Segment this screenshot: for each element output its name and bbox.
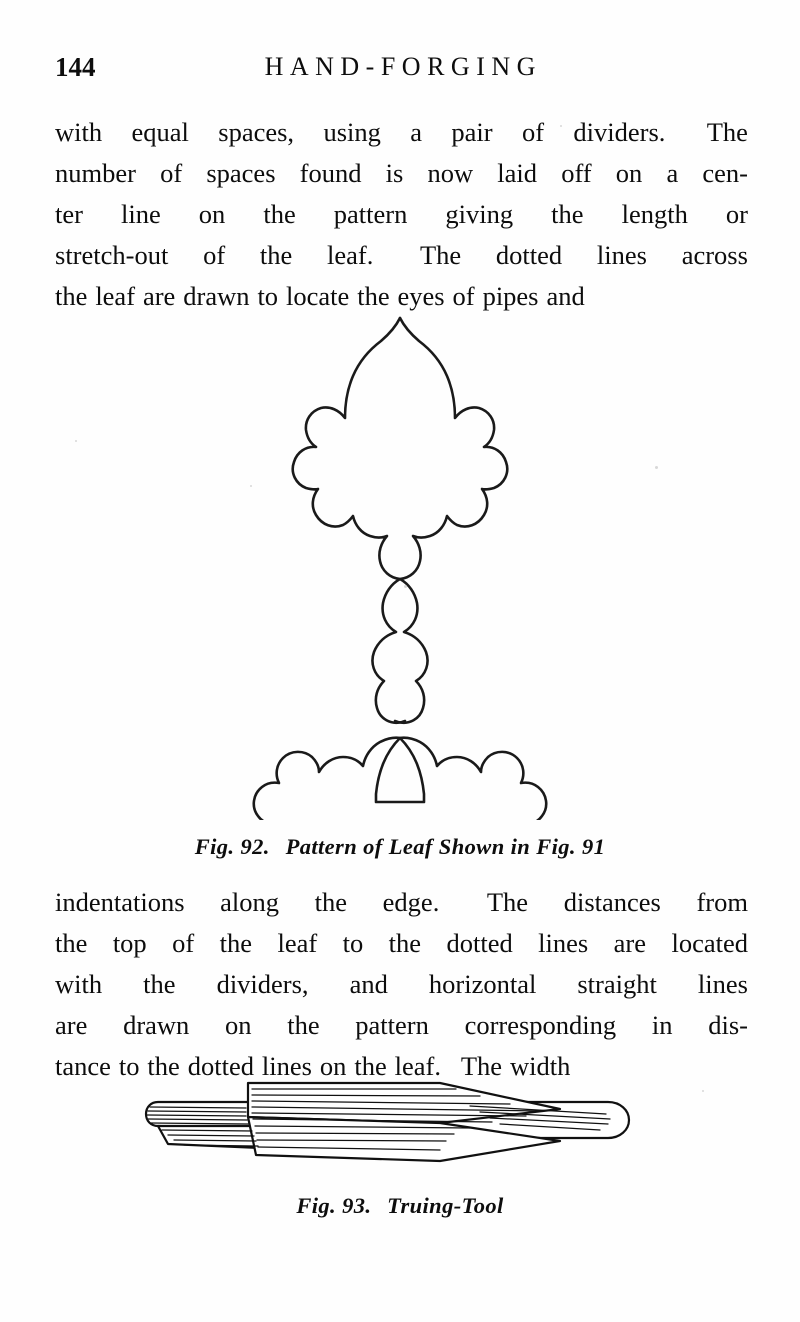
word: dividers. (573, 117, 666, 147)
word: in (651, 1010, 673, 1040)
figure-93-caption (0, 1193, 800, 1219)
word: The (419, 240, 462, 270)
word: located (671, 928, 748, 958)
leaf-pattern-outline-icon (190, 305, 610, 820)
word: of (521, 117, 545, 147)
word: the (357, 281, 390, 311)
word: and (546, 281, 585, 311)
word: The (460, 1051, 503, 1081)
word: drawn (123, 1010, 190, 1040)
word: lines (261, 1051, 312, 1081)
word: the (388, 928, 422, 958)
word: on (615, 158, 643, 188)
word: equal (131, 117, 189, 147)
word: pattern (333, 199, 408, 229)
figure-93-title: Truing-Tool (387, 1193, 504, 1218)
word: lines (697, 969, 748, 999)
word: spaces, (218, 117, 295, 147)
word: a (410, 117, 423, 147)
figure-92-number: Fig. 92. (194, 834, 270, 859)
word: on (319, 1051, 347, 1081)
body-paragraph-2 (55, 882, 748, 1087)
word: are (142, 281, 176, 311)
word: dotted (495, 240, 563, 270)
word: and (349, 969, 388, 999)
word: the (354, 1051, 387, 1081)
word: found (299, 158, 362, 188)
word: indentations (55, 887, 185, 917)
word: number (55, 158, 136, 188)
text-line (55, 235, 748, 276)
figure-93 (0, 1062, 800, 1219)
word: pattern (355, 1010, 429, 1040)
word: lines (538, 928, 589, 958)
word: to (342, 928, 364, 958)
word: now (427, 158, 474, 188)
body-paragraph-1 (55, 112, 748, 317)
word: cen- (702, 158, 748, 188)
word: the (219, 928, 253, 958)
word: line (121, 199, 161, 229)
word: giving (445, 199, 514, 229)
word: ter (55, 199, 83, 229)
word: the (55, 928, 88, 958)
word: of (203, 240, 226, 270)
word: the (259, 240, 293, 270)
word: edge. (382, 887, 440, 917)
word: the (143, 969, 176, 999)
figure-93-number: Fig. 93. (296, 1193, 372, 1218)
word: dotted (187, 1051, 254, 1081)
word: spaces (206, 158, 276, 188)
word: on (198, 199, 226, 229)
word: corresponding (464, 1010, 617, 1040)
word: drawn (183, 281, 250, 311)
word: horizontal (428, 969, 537, 999)
word: from (696, 887, 748, 917)
word: the (314, 887, 348, 917)
text-line (55, 153, 748, 194)
word: The (486, 887, 529, 917)
word: with (55, 969, 103, 999)
word: across (681, 240, 748, 270)
word: the (147, 1051, 180, 1081)
word: length (621, 199, 688, 229)
word: dotted (446, 928, 513, 958)
word: is (385, 158, 404, 188)
text-line (55, 1005, 748, 1046)
word: tance (55, 1051, 111, 1081)
word: the (55, 281, 88, 311)
word: leaf (95, 281, 136, 311)
word: pipes (482, 281, 539, 311)
word: leaf. (394, 1051, 441, 1081)
word: eyes (397, 281, 445, 311)
running-head (0, 50, 800, 90)
word: dis- (708, 1010, 748, 1040)
word: along (220, 887, 280, 917)
word: distances (563, 887, 661, 917)
figure-92-caption (0, 834, 800, 860)
word: of (160, 158, 183, 188)
word: laid (497, 158, 538, 188)
word: to (118, 1051, 140, 1081)
word: on (225, 1010, 252, 1040)
word: the (263, 199, 296, 229)
word: with (55, 117, 103, 147)
text-line (55, 112, 748, 153)
word: dividers, (216, 969, 309, 999)
word: of (452, 281, 475, 311)
text-line (55, 964, 748, 1005)
figure-92-title: Pattern of Leaf Shown in Fig. 91 (285, 834, 606, 859)
text-line (55, 923, 748, 964)
word: off (561, 158, 592, 188)
word: pair (451, 117, 493, 147)
word: of (172, 928, 195, 958)
figure-92 (0, 305, 800, 860)
word: to (257, 281, 279, 311)
word: leaf (277, 928, 318, 958)
word: The (706, 117, 748, 147)
running-head-title: HAND-FORGING (264, 52, 542, 81)
word: a (666, 158, 679, 188)
truing-tool-engraving-icon (140, 1062, 660, 1167)
text-line (55, 194, 748, 235)
word: straight (577, 969, 657, 999)
word: are (55, 1010, 88, 1040)
word: lines (596, 240, 647, 270)
word: or (725, 199, 748, 229)
text-line (55, 882, 748, 923)
word: width (510, 1051, 571, 1081)
word: stretch-out (55, 240, 169, 270)
word: using (323, 117, 381, 147)
word: are (613, 928, 647, 958)
word: the (551, 199, 584, 229)
word: top (112, 928, 147, 958)
word: the (287, 1010, 320, 1040)
word: leaf. (326, 240, 374, 270)
page-number: 144 (55, 52, 96, 82)
word: locate (286, 281, 350, 311)
